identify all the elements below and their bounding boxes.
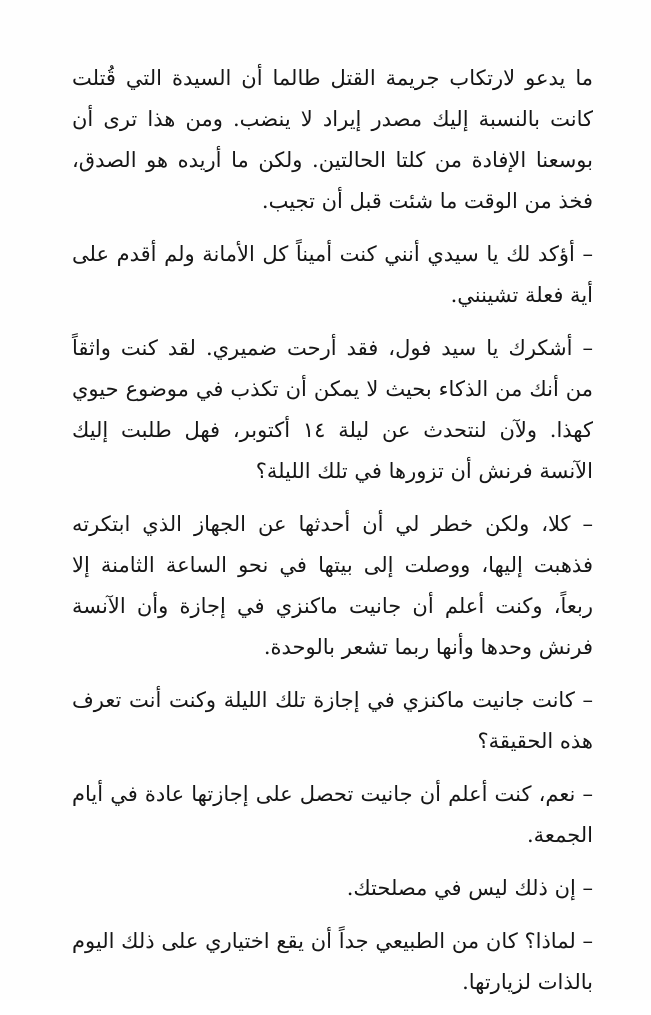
paragraph-opening: ما يدعو لارتكاب جريمة القتل طالما أن السيدة التي قُتلت كانت بالنسبة إليك مصدر إيراد لا ينضب. ومن هذا ترى أن بوسعنا الإفادة من كلتا الحالتين. ولكن ما أريده هو الصدق، فخذ من الوقت ما شئت قبل أن تجيب. bbox=[72, 66, 593, 213]
paragraph-dialogue: – أشكرك يا سيد فول، فقد أرحت ضميري. لقد كنت واثقاً من أنك من الذكاء بحيث لا يمكن أن تكذب في موضوع حيوي كهذا. ولآن لنتحدث عن ليلة ١٤ أكتوبر، فهل طلبت إليك الآنسة فرنش أن تزورها في تلك الليلة؟ bbox=[72, 336, 593, 483]
paragraph-dialogue: – لماذا؟ كان من الطبيعي جداً أن يقع اختياري على ذلك اليوم بالذات لزيارتها. bbox=[72, 929, 593, 994]
paragraph-dialogue: – نعم، كنت أعلم أن جانيت تحصل على إجازتها عادة في أيام الجمعة. bbox=[72, 782, 593, 847]
paragraph-dialogue: – كلا، ولكن خطر لي أن أحدثها عن الجهاز الذي ابتكرته فذهبت إليها، ووصلت إلى بيتها في نحو الساعة الثامنة إلا ربعاً، وكنت أعلم أن جانيت ماكنزي في إجازة وأن الآنسة فرنش وحدها وأنها ربما تشعر بالوحدة. bbox=[72, 512, 593, 659]
page-text bbox=[72, 58, 593, 1015]
paragraph-dialogue: – إن ذلك ليس في مصلحتك. bbox=[346, 876, 593, 900]
paragraph-dialogue: – كانت جانيت ماكنزي في إجازة تلك الليلة وكنت أنت تعرف هذه الحقيقة؟ bbox=[72, 688, 593, 753]
paragraph-dialogue: – أؤكد لك يا سيدي أنني كنت أميناً كل الأمانة ولم أقدم على أية فعلة تشينني. bbox=[72, 242, 593, 307]
